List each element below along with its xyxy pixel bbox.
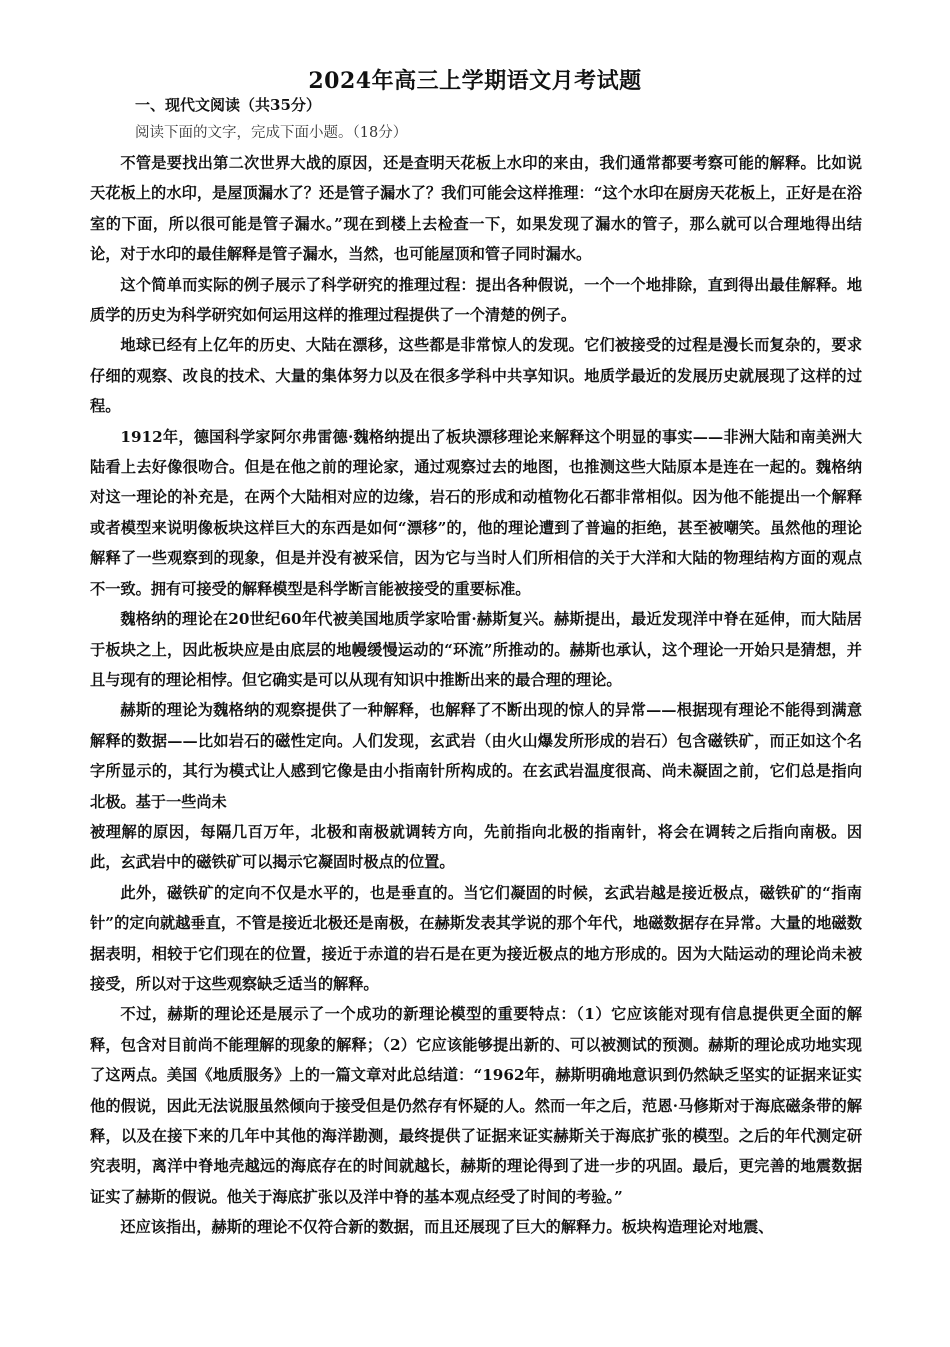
passage-paragraph-9: 还应该指出，赫斯的理论不仅符合新的数据，而且还展现了巨大的解释力。板块构造理论对地震、	[120, 1218, 774, 1237]
reading-instruction: 阅读下面的文字，完成下面小题。（18分）	[135, 125, 408, 141]
passage-paragraph-6-continued: 被理解的原因，每隔几百万年，北极和南极就调转方向，先前指向北极的指南针，将会在调转之后指向南极。因此，玄武岩中的磁铁矿可以揭示它凝固时极点的位置。	[90, 822, 862, 872]
section-heading: 一、现代文阅读（共35分）	[135, 96, 321, 114]
passage-paragraph-8: 不过，赫斯的理论还是展示了一个成功的新理论模型的重要特点：（1）它应该能对现有信息提供更全面的解释，包含对目前尚不能理解的现象的解释；（2）它应该能够提出新的、可以被测试的预测。赫斯的理论成功地实现了这两点。美国《地质服务》上的一篇文章对此总结道：“1962年，赫斯明确地意识到仍然缺乏坚实的证据来证实他的假说，因此无法说服虽然倾向于接受但是仍然存有怀疑的人。然而一年之后，范恩·马修斯对于海底磁条带的解释，以及在接下来的几年中其他的海洋勘测，最终提供了证据来证实赫斯关于海底扩张的模型。之后的年代测定研究表明，离洋中脊地壳越远的海底存在的时间就越长，赫斯的理论得到了进一步的巩固。最后，更完善的地震数据证实了赫斯的假说。他关于海底扩张以及洋中脊的基本观点经受了时间的考验。”	[90, 1005, 862, 1206]
passage-paragraph-1: 不管是要找出第二次世界大战的原因，还是查明天花板上水印的来由，我们通常都要考察可能的解释。比如说天花板上的水印，是屋顶漏水了？还是管子漏水了？我们可能会这样推理：“这个水印在厨房天花板上，正好是在浴室的下面，所以很可能是管子漏水。”现在到楼上去检查一下，如果发现了漏水的管子，那么就可以合理地得出结论，对于水印的最佳解释是管子漏水，当然，也可能屋顶和管子同时漏水。	[90, 154, 862, 264]
reading-passage	[90, 148, 862, 1243]
passage-paragraph-3: 地球已经有上亿年的历史、大陆在漂移，这些都是非常惊人的发现。它们被接受的过程是漫长而复杂的，要求仔细的观察、改良的技术、大量的集体努力以及在很多学科中共享知识。地质学最近的发展历史就展现了这样的过程。	[90, 336, 862, 416]
passage-paragraph-4: 1912年，德国科学家阿尔弗雷德·魏格纳提出了板块漂移理论来解释这个明显的事实——非洲大陆和南美洲大陆看上去好像很吻合。但是在他之前的理论家，通过观察过去的地图，也推测这些大陆原本是连在一起的。魏格纳对这一理论的补充是，在两个大陆相对应的边缘，岩石的形成和动植物化石都非常相似。因为他不能提出一个解释或者模型来说明像板块这样巨大的东西是如何“漂移”的，他的理论遭到了普遍的拒绝，甚至被嘲笑。虽然他的理论解释了一些观察到的现象，但是并没有被采信，因为它与当时人们所相信的关于大洋和大陆的物理结构方面的观点不一致。拥有可接受的解释模型是科学断言能被接受的重要标准。	[90, 427, 862, 598]
exam-title: 2024年高三上学期语文月考试题	[308, 68, 642, 94]
passage-paragraph-7: 此外，磁铁矿的定向不仅是水平的，也是垂直的。当它们凝固的时候，玄武岩越是接近极点，磁铁矿的“指南针”的定向就越垂直，不管是接近北极还是南极，在赫斯发表其学说的那个年代，地磁数据存在异常。大量的地磁数据表明，相较于它们现在的位置，接近于赤道的岩石是在更为接近极点的地方形成的。因为大陆运动的理论尚未被接受，所以对于这些观察缺乏适当的解释。	[90, 883, 862, 993]
passage-paragraph-2: 这个简单而实际的例子展示了科学研究的推理过程：提出各种假说，一个一个地排除，直到得出最佳解释。地质学的历史为科学研究如何运用这样的推理过程提供了一个清楚的例子。	[90, 275, 862, 325]
passage-paragraph-6: 赫斯的理论为魏格纳的观察提供了一种解释，也解释了不断出现的惊人的异常——根据现有理论不能得到满意解释的数据——比如岩石的磁性定向。人们发现，玄武岩（由火山爆发所形成的岩石）包含磁铁矿，而正如这个名字所显示的，其行为模式让人感到它像是由小指南针所构成的。在玄武岩温度很高、尚未凝固之前，它们总是指向北极。基于一些尚未	[90, 701, 862, 811]
passage-paragraph-5: 魏格纳的理论在20世纪60年代被美国地质学家哈雷·赫斯复兴。赫斯提出，最近发现洋中脊在延伸，而大陆居于板块之上，因此板块应是由底层的地幔缓慢运动的“环流”所推动的。赫斯也承认，这个理论一开始只是猜想，并且与现有的理论相悖。但它确实是可以从现有知识中推断出来的最合理的理论。	[90, 610, 862, 689]
